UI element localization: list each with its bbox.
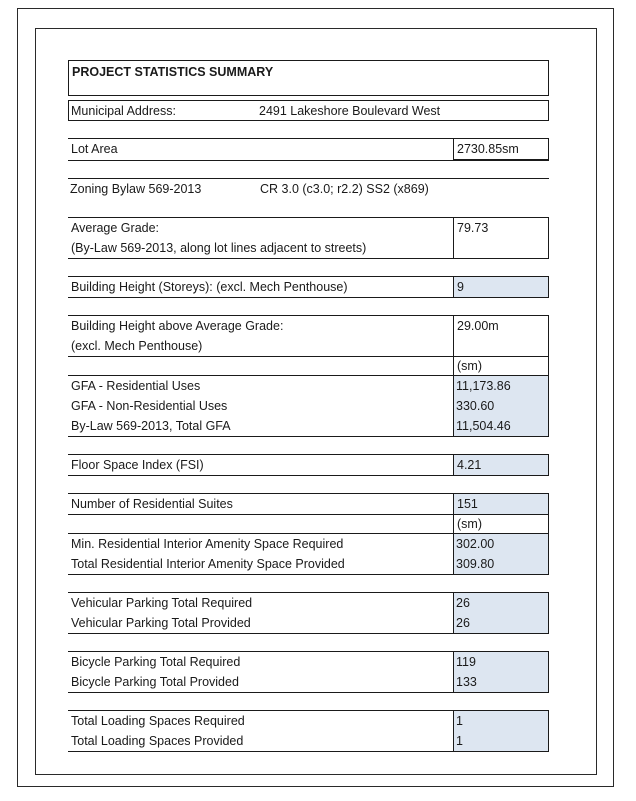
divider: [68, 751, 549, 752]
lot-area-row: [68, 139, 549, 160]
divider: [68, 297, 549, 298]
amenity-required-label: Min. Residential Interior Amenity Space Required: [71, 537, 344, 551]
vehicular-required-label: Vehicular Parking Total Required: [71, 596, 253, 610]
divider: [68, 436, 549, 437]
page-title: PROJECT STATISTICS SUMMARY: [72, 65, 274, 79]
height-above-grade-note: (excl. Mech Penthouse): [71, 339, 203, 353]
zoning-row: [68, 179, 549, 199]
amenity-provided-label: Total Residential Interior Amenity Space Provided: [71, 557, 345, 571]
loading-provided-label: Total Loading Spaces Provided: [71, 734, 244, 748]
address-value: 2491 Lakeshore Boulevard West: [259, 104, 441, 118]
bicycle-required-value: 119: [456, 655, 476, 669]
average-grade-note: (By-Law 569-2013, along lot lines adjacent to streets): [71, 241, 367, 255]
bicycle-provided-label: Bicycle Parking Total Provided: [71, 675, 239, 689]
height-storeys-value: 9: [453, 277, 549, 298]
loading-required-label: Total Loading Spaces Required: [71, 714, 245, 728]
lot-area-value: 2730.85sm: [453, 139, 549, 160]
average-grade-value: 79.73: [453, 218, 549, 259]
lot-area-label: Lot Area: [71, 142, 118, 156]
address-label: Municipal Address:: [71, 104, 176, 118]
loading-provided-value: 1: [456, 734, 463, 748]
bicycle-rows: [68, 652, 549, 692]
average-grade-label: Average Grade:: [71, 221, 160, 235]
divider: [68, 160, 549, 161]
gfa-residential-label: GFA - Residential Uses: [71, 379, 201, 393]
amenity-unit-row: [68, 515, 549, 533]
suites-label: Number of Residential Suites: [71, 497, 233, 511]
gfa-total-label: By-Law 569-2013, Total GFA: [71, 419, 231, 433]
suites-row: [68, 494, 549, 514]
amenity-provided-value: 309.80: [456, 557, 495, 571]
loading-rows: [68, 711, 549, 751]
height-storeys-label: Building Height (Storeys): (excl. Mech Penthouse): [71, 280, 348, 294]
divider: [68, 574, 549, 575]
fsi-value: 4.21: [453, 455, 549, 476]
zoning-label: Zoning Bylaw 569-2013: [70, 182, 202, 196]
fsi-row: [68, 455, 549, 475]
gfa-rows: [68, 376, 549, 436]
height-above-grade-value: 29.00m: [453, 316, 549, 357]
vehicular-rows: [68, 593, 549, 633]
zoning-value: CR 3.0 (c3.0; r2.2) SS2 (x869): [260, 182, 429, 196]
divider: [68, 475, 549, 476]
height-storeys-row: [68, 277, 549, 297]
vehicular-provided-value: 26: [456, 616, 470, 630]
amenity-unit: (sm): [453, 515, 549, 534]
gfa-non-residential-value: 330.60: [456, 399, 495, 413]
height-above-grade-row: [68, 316, 549, 356]
divider: [68, 633, 549, 634]
gfa-total-value: 11,504.46: [456, 419, 511, 433]
suites-value: 151: [453, 494, 549, 515]
gfa-unit-row: [68, 357, 549, 375]
table-title-row: [68, 60, 549, 96]
divider: [68, 258, 549, 259]
height-above-grade-label: Building Height above Average Grade:: [71, 319, 284, 333]
loading-required-value: 1: [456, 714, 463, 728]
amenity-rows: [68, 534, 549, 574]
fsi-label: Floor Space Index (FSI): [71, 458, 204, 472]
bicycle-required-label: Bicycle Parking Total Required: [71, 655, 241, 669]
vehicular-required-value: 26: [456, 596, 470, 610]
amenity-required-value: 302.00: [456, 537, 495, 551]
gfa-residential-value: 11,173.86: [456, 379, 511, 393]
address-row: [68, 100, 549, 121]
bicycle-provided-value: 133: [456, 675, 477, 689]
vehicular-provided-label: Vehicular Parking Total Provided: [71, 616, 251, 630]
gfa-unit: (sm): [453, 357, 549, 376]
gfa-non-residential-label: GFA - Non-Residential Uses: [71, 399, 228, 413]
average-grade-row: [68, 218, 549, 258]
divider: [68, 692, 549, 693]
